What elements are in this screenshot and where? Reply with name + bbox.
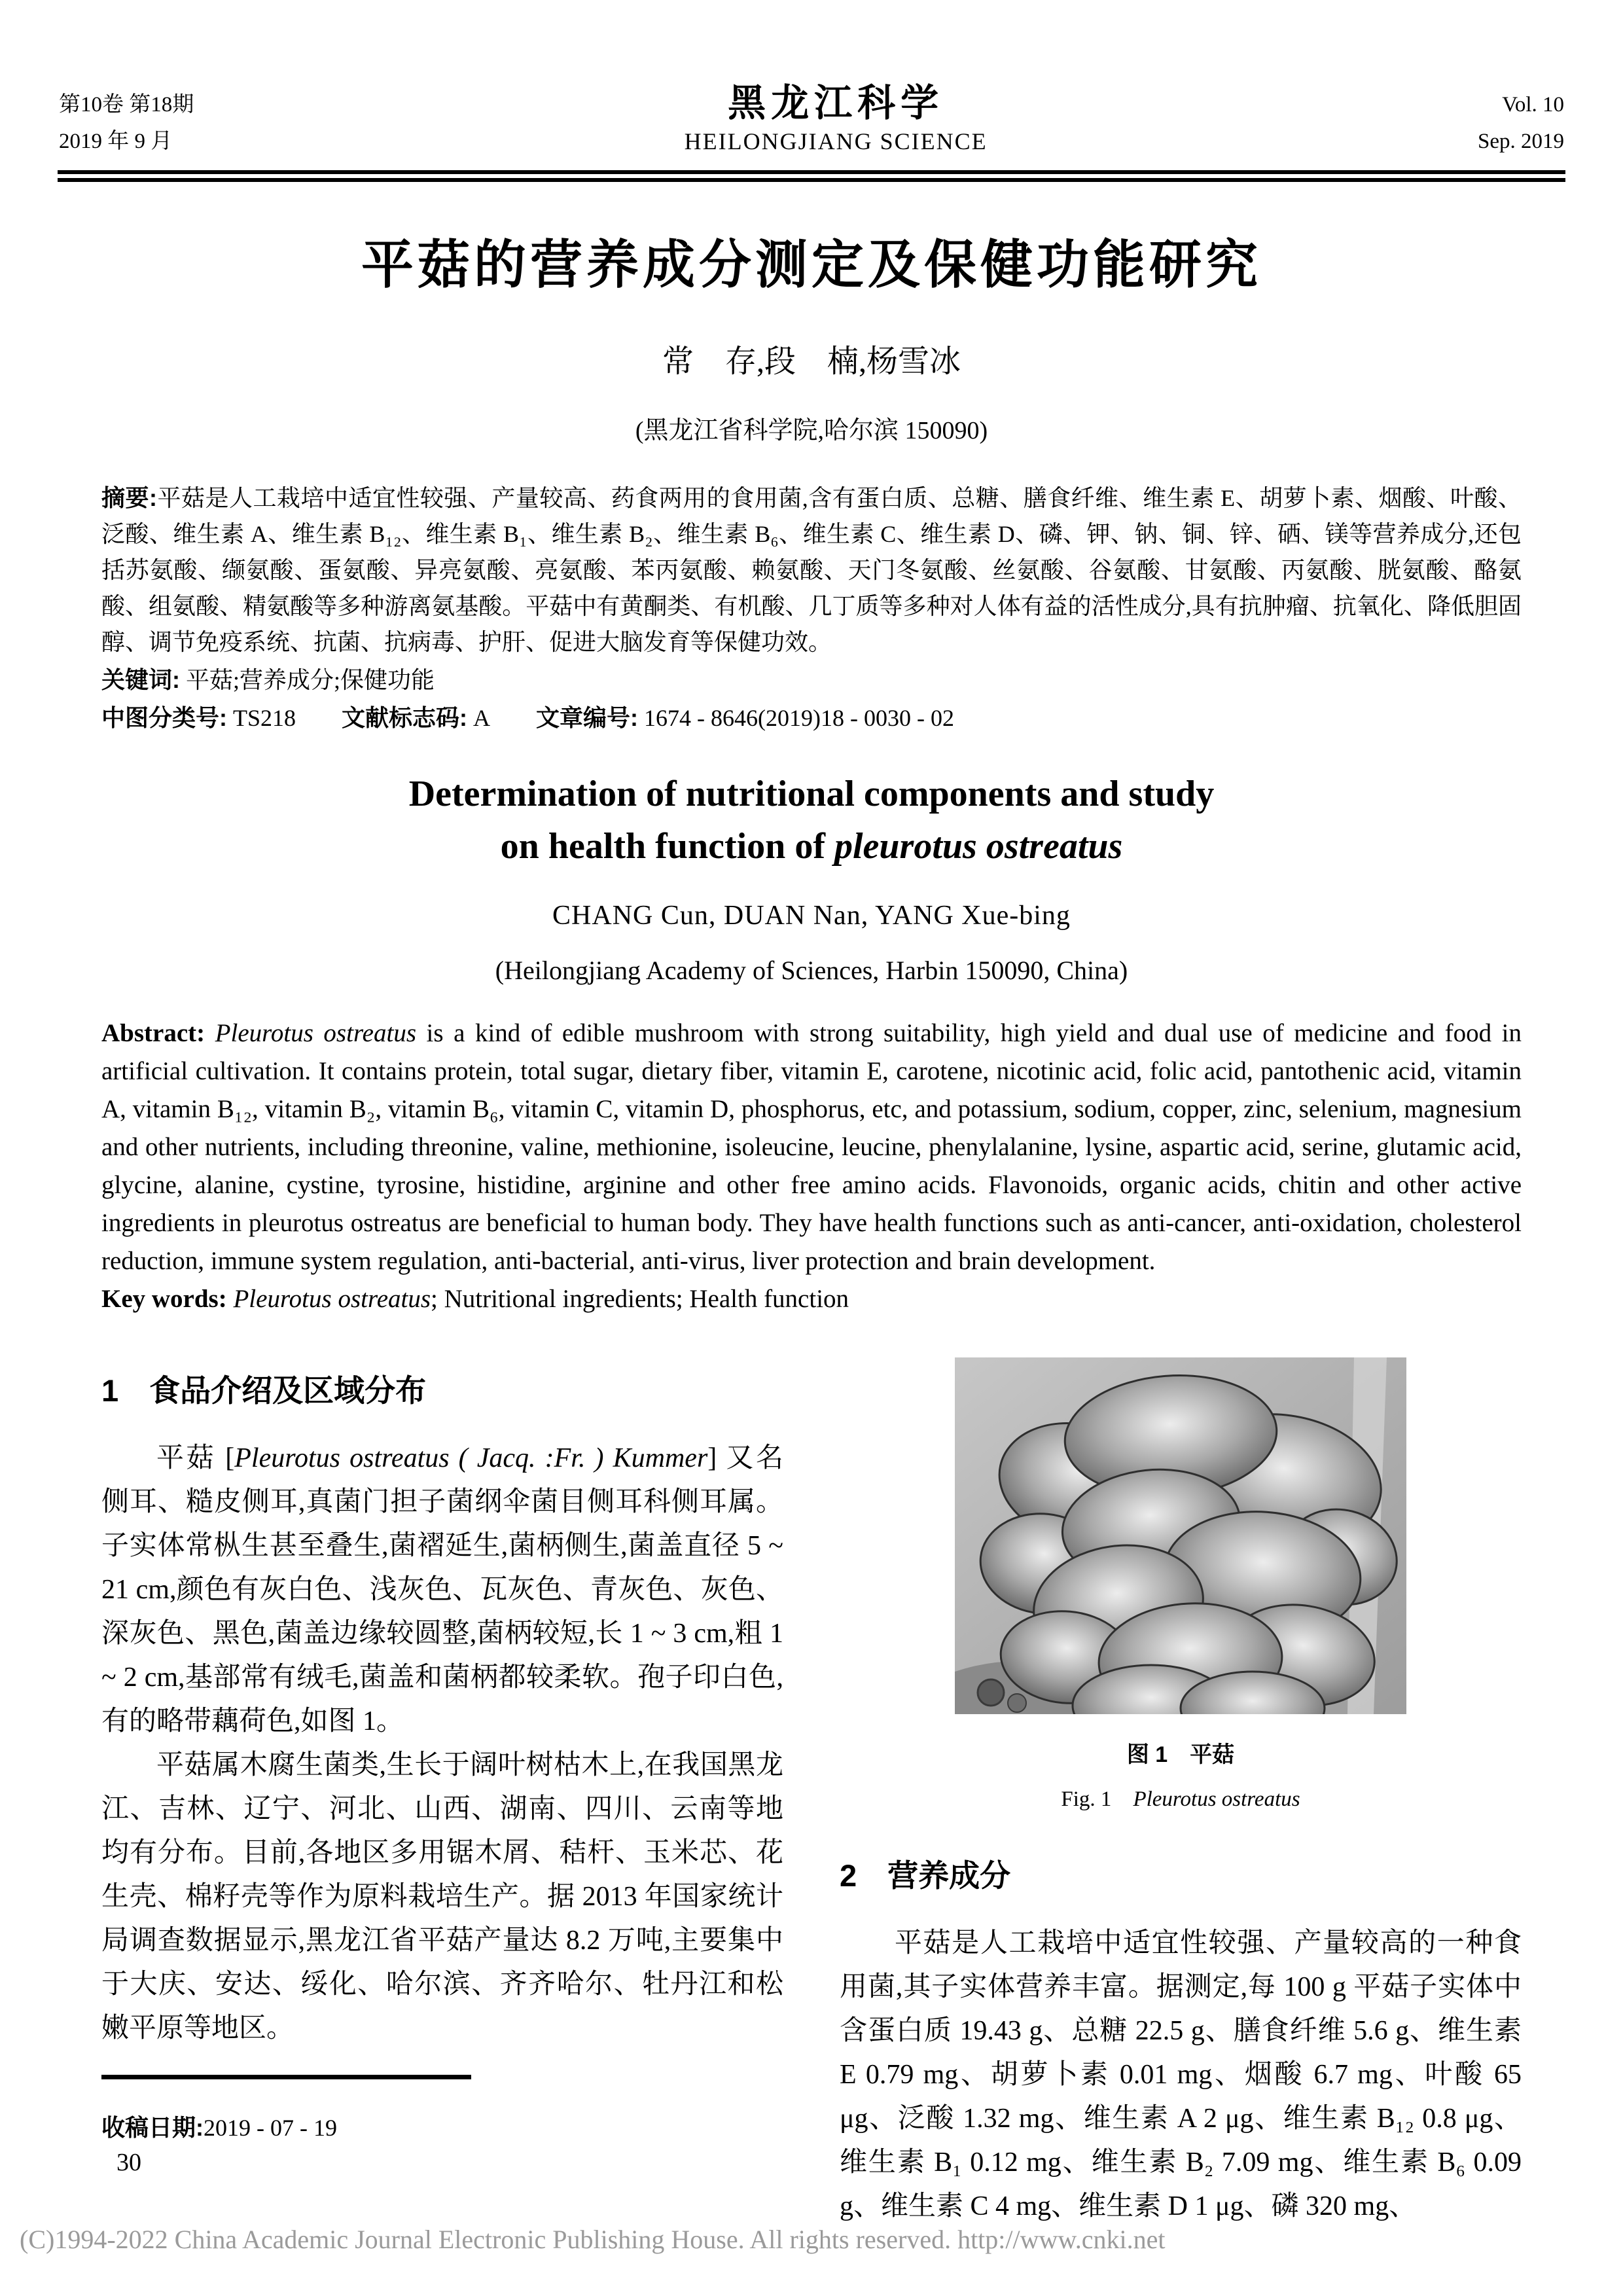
issue-date-cn: 2019 年 9 月 [59, 130, 173, 153]
keywords-cn-text: 平菇;营养成分;保健功能 [186, 667, 435, 693]
abstract-en-text: is a kind of edible mushroom with strong suitability, high yield and dual use of medicine and food in artificial cultivation. It contains protein, total sugar, dietary fiber, vitamin E, carotene, nicotinic acid, folic acid, pantothenic acid, vitamin A, vitamin B₁₂, vitamin B₂, vitamin B₆, vitamin C, vitamin D, phosphorus, etc, and potassium, sodium, copper, zinc, selenium, magnesium and other nutrients, including threonine, valine, methionine, isoleucine, leucine, phenylalanine, lysine, aspartic acid, serine, glutamic acid, glycine, alanine, cystine, tyrosine, histidine, arginine and other free amino acids. Flavonoids, organic acids, chitin and other active ingredients in pleurotus ostreatus are beneficial to human body. They have health functions such as anti-cancer, anti-oxidation, cholesterol reduction, immune system regulation, anti-bacterial, anti-virus, liver protection and brain development. [101, 1019, 1522, 1275]
section1-p1-latin-name: Pleurotus ostreatus ( Jacq. :Fr. ) Kummer [234, 1443, 708, 1473]
header-divider [58, 170, 1565, 182]
figure1 [955, 1357, 1406, 1812]
keywords-en-label: Key words: [101, 1285, 227, 1313]
keywords-en-species: Pleurotus ostreatus [233, 1285, 431, 1313]
journal-title-cn: 黑龙江科学 [728, 82, 944, 124]
figure1-image [955, 1357, 1406, 1714]
page-number: 30 [116, 2149, 141, 2176]
received-date-label: 收稿日期: [101, 2114, 204, 2141]
issue-info [59, 86, 194, 160]
journal-header [59, 84, 1564, 160]
right-column [840, 1355, 1522, 2229]
journal-title-en: HEILONGJIANG SCIENCE [684, 128, 988, 154]
section1-paragraph2: 平菇属木腐生菌类,生长于阔叶树枯木上,在我国黑龙江、吉林、辽宁、河北、山西、湖南、四川、云南等地均有分布。目前,各地区多用锯木屑、秸杆、玉米芯、花生壳、棉籽壳等作为原料栽培生产。据 2013 年国家统计局调查数据显示,黑龙江省平菇产量达 8.2 万吨,主要集中于大庆、安达、绥化、哈尔滨、齐齐哈尔、牡丹江和松嫩平原等地区。 [101, 1750, 783, 2043]
abstract-cn-label: 摘要: [101, 484, 157, 511]
article-title-en-line2 [101, 820, 1522, 872]
section2-heading: 2 营养成分 [840, 1858, 1011, 1893]
figure1-caption-en-label: Fig. 1 [1061, 1787, 1133, 1811]
abstract-en-species: Pleurotus ostreatus [215, 1019, 416, 1047]
doc-code-label: 文献标志码: [342, 704, 468, 731]
clc-value: TS218 [233, 705, 296, 731]
authors-en: CHANG Cun, DUAN Nan, YANG Xue-bing [552, 901, 1071, 931]
article-id-value: 1674 - 8646(2019)18 - 0030 - 02 [644, 705, 954, 731]
journal-title-block [685, 84, 988, 160]
footnote-divider [101, 2075, 471, 2079]
affiliation-cn: (黑龙江省科学院,哈尔滨 150090) [635, 417, 988, 444]
copyright-footer: (C)1994-2022 China Academic Journal Electronic Publishing House. All rights reserved. http://www.cnki.net [20, 2225, 1166, 2254]
article-title-cn: 平菇的营养成分测定及保健功能研究 [361, 237, 1262, 295]
volume-en: Vol. 10 [1502, 93, 1564, 117]
figure1-caption-en [955, 1782, 1406, 1812]
received-date-block [101, 2075, 560, 2143]
authors-cn: 常 存,段 楠,杨雪冰 [662, 344, 961, 379]
volume-info-en [1478, 86, 1564, 160]
classification-line [101, 700, 1522, 736]
section1-p1-text-a: 平菇 [ [156, 1443, 235, 1473]
volume-issue: 第10卷 第18期 [59, 93, 194, 117]
article-title-en [101, 768, 1522, 872]
figure1-caption-en-species: Pleurotus ostreatus [1133, 1787, 1300, 1811]
abstract-cn-text: 平菇是人工栽培中适宜性较强、产量较高、药食两用的食用菌,含有蛋白质、总糖、膳食纤维、维生素 E、胡萝卜素、烟酸、叶酸、泛酸、维生素 A、维生素 B₁₂、维生素 B₁、维生素 B₂、维生素 B₆、维生素 C、维生素 D、磷、钾、钠、铜、锌、硒、镁等营养成分,还包括苏氨酸、缬氨酸、蛋氨酸、异亮氨酸、亮氨酸、苯丙氨酸、赖氨酸、天门冬氨酸、丝氨酸、谷氨酸、甘氨酸、丙氨酸、胱氨酸、酪氨酸、组氨酸、精氨酸等多种游离氨基酸。平菇中有黄酮类、有机酸、几丁质等多种对人体有益的活性成分,具有抗肿瘤、抗氧化、降低胆固醇、调节免疫系统、抗菌、抗病毒、护肝、促进大脑发育等保健功效。 [101, 485, 1522, 655]
received-date-line [101, 2109, 560, 2143]
section1-paragraph1 [101, 1437, 783, 1744]
affiliation-en: (Heilongjiang Academy of Sciences, Harbin 150090, China) [495, 956, 1128, 985]
abstract-en [101, 1014, 1522, 1280]
abstract-cn [101, 480, 1522, 660]
issue-date-en: Sep. 2019 [1478, 130, 1564, 153]
section1-p1-text-b: ] 又名侧耳、糙皮侧耳,真菌门担子菌纲伞菌目侧耳科侧耳属。子实体常枞生甚至叠生,菌褶延生,菌柄侧生,菌盖直径 5 ~ 21 cm,颜色有灰白色、浅灰色、瓦灰色、青灰色、灰色、深灰色、黑色,菌盖边缘较圆整,菌柄较短,长 1 ~ 3 cm,粗 1 ~ 2 cm,基部常有绒毛,菌盖和菌柄都较柔软。孢子印白色,有的略带藕荷色,如图 1。 [101, 1443, 783, 1736]
article-title-en-line2-text: on health function of [500, 826, 834, 867]
received-date-value: 2019 - 07 - 19 [204, 2115, 337, 2141]
abstract-en-label: Abstract: [101, 1019, 205, 1047]
keywords-cn-label: 关键词: [101, 666, 180, 693]
figure1-caption-cn: 图 1 平菇 [1126, 1742, 1235, 1767]
keywords-en-text: ; Nutritional ingredients; Health function [431, 1285, 849, 1313]
article-title-en-line1: Determination of nutritional components and study [408, 774, 1215, 814]
article-title-en-species: pleurotus ostreatus [834, 826, 1123, 867]
doc-code-value: A [473, 705, 491, 731]
keywords-en-line [101, 1280, 1522, 1318]
section2-paragraph1: 平菇是人工栽培中适宜性较强、产量较高的一种食用菌,其子实体营养丰富。据测定,每 100 g 平菇子实体中含蛋白质 19.43 g、总糖 22.5 g、膳食纤维 5.6 g、维生素 E 0.79 mg、胡萝卜素 0.01 mg、烟酸 6.7 mg、叶酸 65 μg、泛酸 1.32 mg、维生素 A 2 μg、维生素 B₁₂ 0.8 μg、维生素 B₁ 0.12 mg、维生素 B₂ 7.09 mg、维生素 B₆ 0.09 g、维生素 C 4 mg、维生素 D 1 μg、磷 320 mg、 [840, 1928, 1522, 2221]
section1-heading: 1 食品介绍及区域分布 [101, 1373, 427, 1408]
clc-label: 中图分类号: [101, 704, 227, 731]
keywords-cn-line [101, 662, 1522, 698]
front-matter [101, 480, 1522, 2229]
article-id-label: 文章编号: [536, 704, 639, 731]
